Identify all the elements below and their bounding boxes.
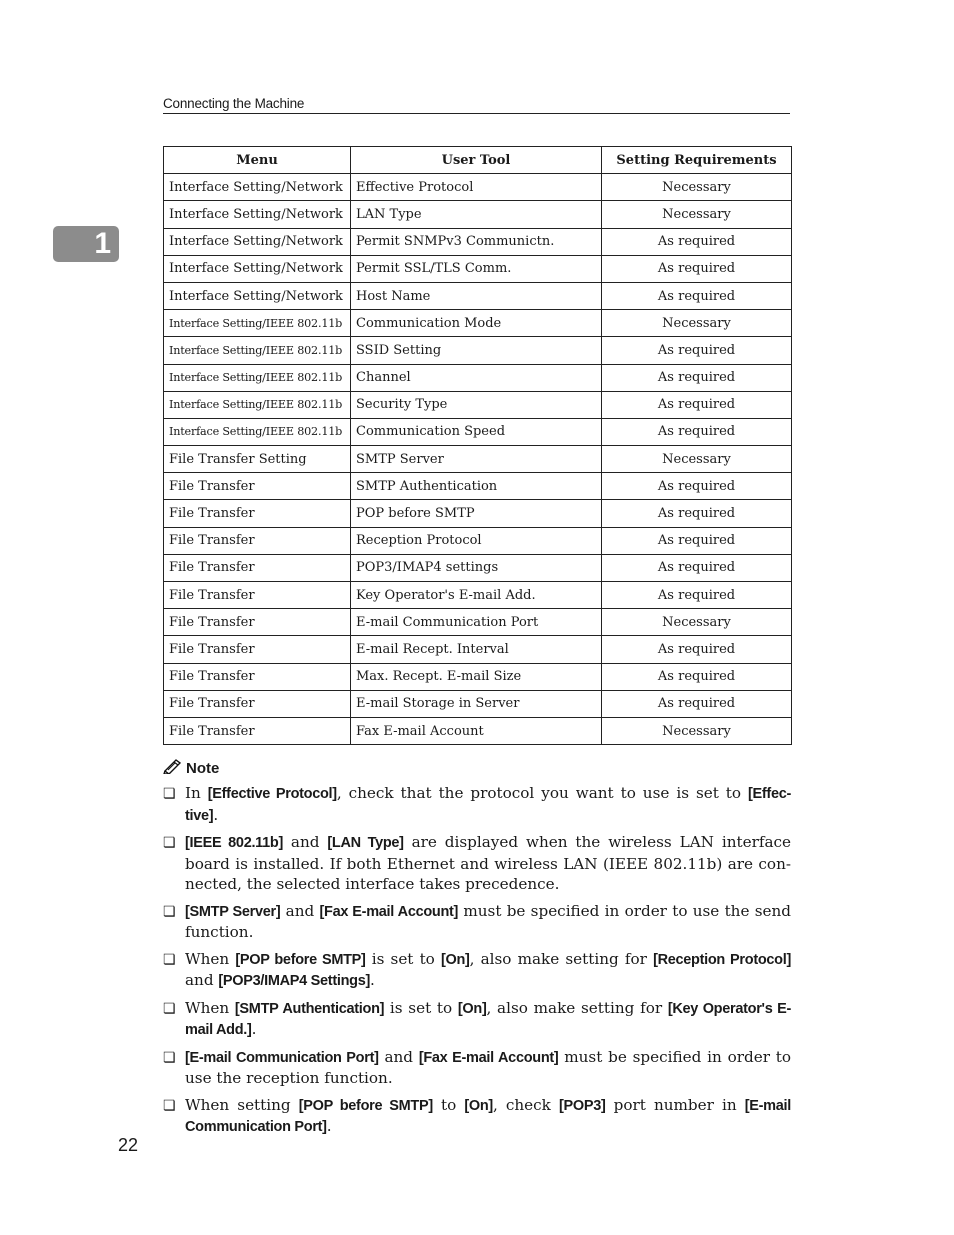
cell-setting-requirement: As required (602, 636, 792, 663)
column-header-user-tool: User Tool (351, 147, 602, 174)
table-row (164, 717, 792, 744)
cell-menu: File Transfer (164, 609, 351, 636)
cell-user-tool: SMTP Authentication (351, 473, 602, 500)
note-keyword: [Fax E-mail Account] (319, 903, 459, 920)
cell-setting-requirement: As required (602, 582, 792, 609)
note-text: , check (492, 1095, 559, 1114)
note-text: and (378, 1047, 419, 1066)
cell-menu: File Transfer Setting (164, 446, 351, 473)
cell-menu: Interface Setting/IEEE 802.11b (164, 364, 351, 391)
note-keyword: [SMTP Server] (185, 903, 281, 920)
note-text: to (432, 1095, 465, 1114)
note-keyword: [POP before SMTP] (235, 951, 366, 968)
note-keyword: [On] (457, 1000, 487, 1017)
cell-setting-requirement: As required (602, 282, 792, 309)
note-text: . (251, 1020, 257, 1038)
note-item (163, 1095, 791, 1138)
cell-setting-requirement: As required (602, 663, 792, 690)
checkbox-bullet-icon: ❏ (163, 1049, 176, 1066)
checkbox-bullet-icon: ❏ (163, 903, 176, 920)
note-text: and (185, 971, 219, 989)
cell-user-tool: Permit SNMPv3 Communictn. (351, 228, 602, 255)
cell-menu: Interface Setting/Network (164, 282, 351, 309)
note-item (163, 832, 791, 895)
note-keyword: [LAN Type] (327, 835, 404, 851)
note-text: are displayed when the wireless LAN interface board is installed. If both Ethernet and wireless LAN (IEEE 802.11b) are con-nected, the selected interface takes precedence. (185, 833, 792, 893)
cell-user-tool: Effective Protocol (351, 174, 602, 201)
table-row (164, 636, 792, 663)
cell-menu: Interface Setting/Network (164, 201, 351, 228)
cell-user-tool: Channel (351, 364, 602, 391)
cell-user-tool: Host Name (351, 282, 602, 309)
cell-user-tool: Reception Protocol (351, 527, 602, 554)
cell-user-tool: E-mail Storage in Server (351, 690, 602, 717)
note-keyword: [E-mail Communication Port] (185, 1049, 379, 1066)
note-text: , also make setting for (486, 998, 668, 1017)
cell-menu: File Transfer (164, 527, 351, 554)
table-row (164, 582, 792, 609)
cell-setting-requirement: As required (602, 391, 792, 418)
table-row (164, 446, 792, 473)
note-keyword: [Effective Protocol] (207, 786, 337, 802)
note-keyword: [E-mail Communication Port] (185, 1097, 791, 1135)
cell-setting-requirement: As required (602, 364, 792, 391)
pencil-icon (163, 758, 183, 778)
table-row (164, 554, 792, 581)
cell-user-tool: Security Type (351, 391, 602, 418)
column-header-setting-requirements: Setting Requirements (602, 147, 792, 174)
note-keyword: [IEEE 802.11b] (185, 835, 284, 851)
checkbox-bullet-icon: ❏ (163, 1097, 176, 1114)
cell-user-tool: Max. Recept. E-mail Size (351, 663, 602, 690)
settings-table (163, 146, 792, 745)
cell-setting-requirement: Necessary (602, 201, 792, 228)
note-item (163, 998, 791, 1041)
note-text: When (185, 949, 236, 968)
cell-menu: Interface Setting/Network (164, 228, 351, 255)
note-keyword: [POP3/IMAP4 Settings] (218, 973, 371, 989)
table-row (164, 364, 792, 391)
cell-menu: Interface Setting/IEEE 802.11b (164, 391, 351, 418)
cell-user-tool: LAN Type (351, 201, 602, 228)
note-text: must be specified in order to use the send function. (185, 901, 791, 941)
cell-user-tool: Communication Mode (351, 310, 602, 337)
note-text: is set to (365, 949, 441, 968)
note-text: . (370, 971, 375, 989)
cell-user-tool: Fax E-mail Account (351, 717, 602, 744)
note-text: is set to (384, 998, 458, 1017)
cell-user-tool: E-mail Recept. Interval (351, 636, 602, 663)
cell-setting-requirement: As required (602, 500, 792, 527)
cell-setting-requirement: As required (602, 418, 792, 445)
cell-setting-requirement: As required (602, 554, 792, 581)
cell-user-tool: E-mail Communication Port (351, 609, 602, 636)
cell-menu: Interface Setting/Network (164, 255, 351, 282)
table-row (164, 174, 792, 201)
cell-menu: File Transfer (164, 690, 351, 717)
note-keyword: [POP3] (558, 1097, 606, 1114)
note-keyword: [Reception Protocol] (653, 951, 791, 968)
note-item (163, 783, 791, 826)
table-row (164, 473, 792, 500)
table-row (164, 418, 792, 445)
table-row (164, 337, 792, 364)
table-row (164, 282, 792, 309)
note-keyword: [On] (440, 951, 470, 968)
cell-user-tool: POP before SMTP (351, 500, 602, 527)
note-list (163, 783, 791, 1144)
cell-setting-requirement: As required (602, 527, 792, 554)
cell-setting-requirement: As required (602, 337, 792, 364)
table-row (164, 609, 792, 636)
note-keyword: [Fax E-mail Account] (418, 1049, 559, 1066)
note-text: When setting (185, 1095, 299, 1114)
cell-setting-requirement: Necessary (602, 174, 792, 201)
table-body (164, 174, 792, 745)
checkbox-bullet-icon: ❏ (163, 1000, 176, 1017)
cell-user-tool: POP3/IMAP4 settings (351, 554, 602, 581)
note-text: port number in (605, 1095, 745, 1114)
note-title: Note (186, 759, 220, 777)
note-text: must be specified in order to use the reception function. (185, 1047, 791, 1087)
cell-menu: File Transfer (164, 636, 351, 663)
table-row (164, 255, 792, 282)
cell-user-tool: Permit SSL/TLS Comm. (351, 255, 602, 282)
cell-menu: File Transfer (164, 663, 351, 690)
note-keyword: [SMTP Authentication] (234, 1000, 385, 1017)
table-row (164, 201, 792, 228)
cell-menu: Interface Setting/Network (164, 174, 351, 201)
cell-user-tool: Key Operator's E-mail Add. (351, 582, 602, 609)
page-number: 22 (118, 1135, 139, 1155)
checkbox-bullet-icon: ❏ (163, 951, 176, 968)
cell-setting-requirement: Necessary (602, 446, 792, 473)
cell-setting-requirement: As required (602, 473, 792, 500)
table-row (164, 228, 792, 255)
table-row (164, 310, 792, 337)
note-item (163, 949, 791, 992)
cell-menu: File Transfer (164, 582, 351, 609)
cell-user-tool: Communication Speed (351, 418, 602, 445)
table-row (164, 391, 792, 418)
note-text: . (213, 805, 219, 824)
cell-setting-requirement: As required (602, 690, 792, 717)
table-row (164, 527, 792, 554)
chapter-tab: 1 (53, 226, 119, 262)
note-keyword: [POP before SMTP] (298, 1097, 433, 1114)
cell-menu: File Transfer (164, 473, 351, 500)
table-header-row (164, 147, 792, 174)
checkbox-bullet-icon: ❏ (163, 786, 176, 802)
note-heading (163, 758, 219, 778)
table-row (164, 663, 792, 690)
column-header-menu: Menu (164, 147, 351, 174)
cell-setting-requirement: Necessary (602, 609, 792, 636)
cell-user-tool: SSID Setting (351, 337, 602, 364)
note-item (163, 1047, 791, 1089)
note-item (163, 901, 791, 943)
note-text: , also make setting for (469, 949, 654, 968)
table-row (164, 500, 792, 527)
note-text: . (326, 1117, 332, 1135)
cell-menu: File Transfer (164, 500, 351, 527)
cell-menu: Interface Setting/IEEE 802.11b (164, 310, 351, 337)
note-text: and (283, 833, 328, 851)
note-text: and (280, 901, 320, 920)
cell-menu: Interface Setting/IEEE 802.11b (164, 337, 351, 364)
running-header: Connecting the Machine (163, 96, 790, 114)
note-text: When (185, 998, 235, 1017)
cell-setting-requirement: Necessary (602, 717, 792, 744)
note-keyword: [Effec-tive] (185, 786, 792, 824)
note-keyword: [On] (464, 1097, 493, 1114)
checkbox-bullet-icon: ❏ (163, 835, 176, 851)
cell-setting-requirement: As required (602, 228, 792, 255)
note-text: , check that the protocol you want to use is set to (336, 784, 748, 802)
cell-menu: File Transfer (164, 554, 351, 581)
cell-menu: Interface Setting/IEEE 802.11b (164, 418, 351, 445)
note-keyword: [Key Operator's E-mail Add.] (185, 1000, 791, 1038)
cell-menu: File Transfer (164, 717, 351, 744)
note-text: In (185, 784, 208, 802)
table-row (164, 690, 792, 717)
cell-setting-requirement: As required (602, 255, 792, 282)
cell-user-tool: SMTP Server (351, 446, 602, 473)
cell-setting-requirement: Necessary (602, 310, 792, 337)
